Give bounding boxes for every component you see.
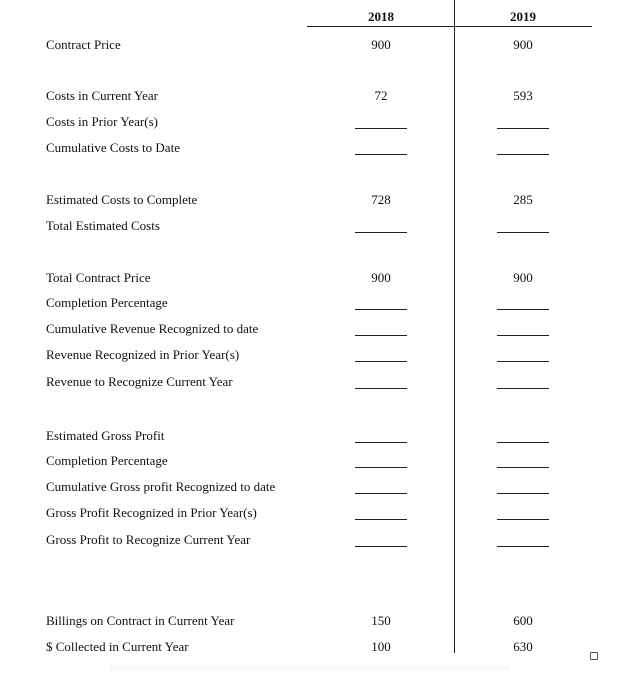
page-bottom-shadow [110, 665, 510, 673]
blank-line-2018 [355, 546, 407, 547]
value-2019: 285 [513, 192, 533, 207]
row-label: Total Contract Price [46, 270, 151, 285]
row-label: Gross Profit to Recognize Current Year [46, 532, 251, 547]
blank-line-2018 [355, 361, 407, 362]
blank-line-2018 [355, 232, 407, 233]
value-2019: 593 [513, 88, 533, 103]
column-header-2019: 2019 [510, 9, 536, 24]
blank-line-2018 [355, 154, 407, 155]
row-label: Billings on Contract in Current Year [46, 613, 235, 628]
blank-line-2018 [355, 467, 407, 468]
blank-line-2018 [355, 519, 407, 520]
blank-line-2019 [497, 128, 549, 129]
row-label: Cumulative Revenue Recognized to date [46, 321, 259, 336]
blank-line-2018 [355, 335, 407, 336]
value-2018: 100 [371, 639, 391, 654]
blank-line-2019 [497, 232, 549, 233]
row-label: Cumulative Gross profit Recognized to date [46, 479, 276, 494]
value-2018: 150 [371, 613, 391, 628]
row-label: Cumulative Costs to Date [46, 140, 180, 155]
row-label: Completion Percentage [46, 453, 168, 468]
row-label: Total Estimated Costs [46, 218, 160, 233]
blank-line-2019 [497, 335, 549, 336]
blank-line-2019 [497, 388, 549, 389]
blank-line-2018 [355, 128, 407, 129]
blank-line-2019 [497, 493, 549, 494]
blank-line-2019 [497, 442, 549, 443]
column-divider [454, 0, 455, 653]
blank-line-2018 [355, 388, 407, 389]
blank-line-2019 [497, 467, 549, 468]
blank-line-2018 [355, 493, 407, 494]
blank-line-2019 [497, 519, 549, 520]
row-label: Estimated Costs to Complete [46, 192, 198, 207]
row-label: Revenue Recognized in Prior Year(s) [46, 347, 240, 362]
value-2018: 72 [374, 88, 388, 103]
value-2018: 900 [371, 270, 391, 285]
blank-line-2019 [497, 309, 549, 310]
value-2019: 900 [513, 270, 533, 285]
row-label: Estimated Gross Profit [46, 428, 165, 443]
blank-line-2019 [497, 546, 549, 547]
row-label: Revenue to Recognize Current Year [46, 374, 233, 389]
blank-line-2019 [497, 154, 549, 155]
value-2019: 630 [513, 639, 533, 654]
resize-handle-icon[interactable] [590, 652, 598, 660]
row-label: Completion Percentage [46, 295, 168, 310]
row-label: Contract Price [46, 37, 121, 52]
value-2019: 600 [513, 613, 533, 628]
row-label: $ Collected in Current Year [46, 639, 189, 654]
blank-line-2018 [355, 309, 407, 310]
header-rule [307, 26, 592, 27]
blank-line-2018 [355, 442, 407, 443]
row-label: Costs in Current Year [46, 88, 158, 103]
blank-line-2019 [497, 361, 549, 362]
row-label: Gross Profit Recognized in Prior Year(s) [46, 505, 257, 520]
column-header-2018: 2018 [368, 9, 394, 24]
value-2018: 900 [371, 37, 391, 52]
row-label: Costs in Prior Year(s) [46, 114, 158, 129]
value-2018: 728 [371, 192, 391, 207]
value-2019: 900 [513, 37, 533, 52]
